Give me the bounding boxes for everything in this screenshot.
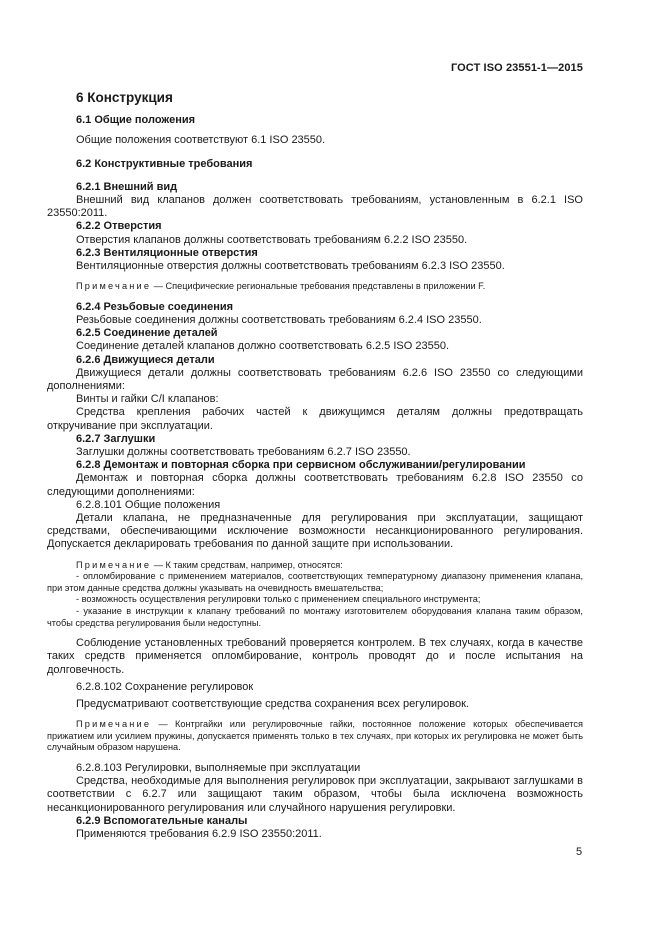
clause-6-2-6-sub-text: Средства крепления рабочих частей к движущимся деталям должны предотвращать откручивание при эксплуатации. xyxy=(47,406,583,432)
clause-6-2-2-text: Отверстия клапанов должны соответствовать требованиям 6.2.2 ISO 23550. xyxy=(76,233,468,246)
clause-6-2-3-title: 6.2.3 Вентиляционные отверстия xyxy=(76,246,258,259)
subsection-6-1-text: Общие положения соответствуют 6.1 ISO 23550. xyxy=(76,134,326,147)
note-text: — Специфические региональные требования представлены в приложении F. xyxy=(151,281,486,292)
clause-6-2-5-title: 6.2.5 Соединение деталей xyxy=(76,327,218,340)
note-text: — Контргайки или регулировочные гайки, постоянное положение которых обеспечивается прижатием или усилием пружины, допускается применять только в тех случаях, при которых их регулировка не может быть случайным образом нарушена. xyxy=(47,719,583,753)
clause-6-2-3-text: Вентиляционные отверстия должны соответствовать требованиям 6.2.3 ISO 23550. xyxy=(76,260,505,273)
clause-6-2-4-title: 6.2.4 Резьбовые соединения xyxy=(76,300,234,313)
clause-6-2-7-text: Заглушки должны соответствовать требованиям 6.2.7 ISO 23550. xyxy=(76,446,411,459)
section-title: 6 Конструкция xyxy=(76,90,173,105)
note-protection-means xyxy=(47,560,583,630)
subsection-6-1-title: 6.1 Общие положения xyxy=(76,114,196,127)
note-item: - возможность осуществления регулировки только с применением специального инструмента; xyxy=(76,594,481,605)
clause-6-2-8-101-text: Детали клапана, не предназначенные для регулирования при эксплуатации, защищают средствами, обеспечивающими исключение возможности несанкционированного регулирования. Допускается декларировать требования по данной защите при использовании. xyxy=(47,512,583,551)
clause-6-2-8-101-title: 6.2.8.101 Общие положения xyxy=(76,498,221,511)
clause-6-2-8-text: Демонтаж и повторная сборка должны соответствовать требованиям 6.2.8 ISO 23550 со следующими дополнениями: xyxy=(47,472,583,498)
document-body xyxy=(47,91,583,841)
page-number: 5 xyxy=(576,846,583,858)
clause-6-2-6-sub: Винты и гайки C/I клапанов: xyxy=(76,393,219,406)
clause-6-2-1-text: Внешний вид клапанов должен соответствовать требованиям, установленным в 6.2.1 ISO 23550:2011. xyxy=(47,194,583,220)
clause-6-2-8-102-title: 6.2.8.102 Сохранение регулировок xyxy=(76,680,254,693)
note-regional xyxy=(76,281,583,293)
note-item: - указание в инструкции к клапану требований по монтажу изготовителем оборудования клапана таким образом, чтобы средства регулирования были недоступны. xyxy=(47,606,583,628)
standard-header: ГОСТ ISO 23551-1—2015 xyxy=(450,62,583,74)
clause-6-2-8-103-text: Средства, необходимые для выполнения регулировок при эксплуатации, закрывают заглушками в соответствии с 6.2.7 или защищают таким образом, чтобы была исключена возможность несанкционированного регулирования или случайного нарушения регулировки. xyxy=(47,775,583,814)
clause-6-2-6-title: 6.2.6 Движущиеся детали xyxy=(76,353,215,366)
clause-6-2-8-title: 6.2.8 Демонтаж и повторная сборка при сервисном обслуживании/регулировании xyxy=(76,459,526,472)
clause-6-2-6-text: Движущиеся детали должны соответствовать требованиям 6.2.6 ISO 23550 со следующими дополнениями: xyxy=(47,366,583,393)
note-locknuts xyxy=(47,719,583,754)
note-label: Примечание xyxy=(76,281,152,292)
clause-6-2-5-text: Соединение деталей клапанов должно соответствовать 6.2.5 ISO 23550. xyxy=(76,340,449,353)
clause-6-2-4-text: Резьбовые соединения должны соответствовать требованиям 6.2.4 ISO 23550. xyxy=(76,314,482,327)
clause-6-2-8-102-text: Предусматривают соответствующие средства сохранения всех регулировок. xyxy=(76,698,469,711)
note-label: Примечание xyxy=(76,719,152,730)
note-item: - опломбирование с применением материалов, соответствующих температурному диапазону применения клапана, при этом данные средства должны указывать на очевидность вмешательства; xyxy=(47,571,583,593)
control-paragraph: Соблюдение установленных требований проверяется контролем. В тех случаях, когда в качестве таких средств применяется опломбирование, контроль проводят до и после испытания на долговечность. xyxy=(47,637,583,676)
note-text: — К таким средствам, например, относятся: xyxy=(151,559,343,570)
clause-6-2-9-text: Применяются требования 6.2.9 ISO 23550:2011. xyxy=(76,828,322,841)
clause-6-2-1-title: 6.2.1 Внешний вид xyxy=(76,180,178,193)
note-protection-intro xyxy=(76,560,583,572)
clause-6-2-2-title: 6.2.2 Отверстия xyxy=(76,220,162,233)
subsection-6-2-title: 6.2 Конструктивные требования xyxy=(76,157,253,170)
note-label: Примечание xyxy=(76,559,152,570)
clause-6-2-9-title: 6.2.9 Вспомогательные каналы xyxy=(76,814,248,827)
clause-6-2-7-title: 6.2.7 Заглушки xyxy=(76,432,156,445)
clause-6-2-8-103-title: 6.2.8.103 Регулировки, выполняемые при эксплуатации xyxy=(76,762,361,775)
